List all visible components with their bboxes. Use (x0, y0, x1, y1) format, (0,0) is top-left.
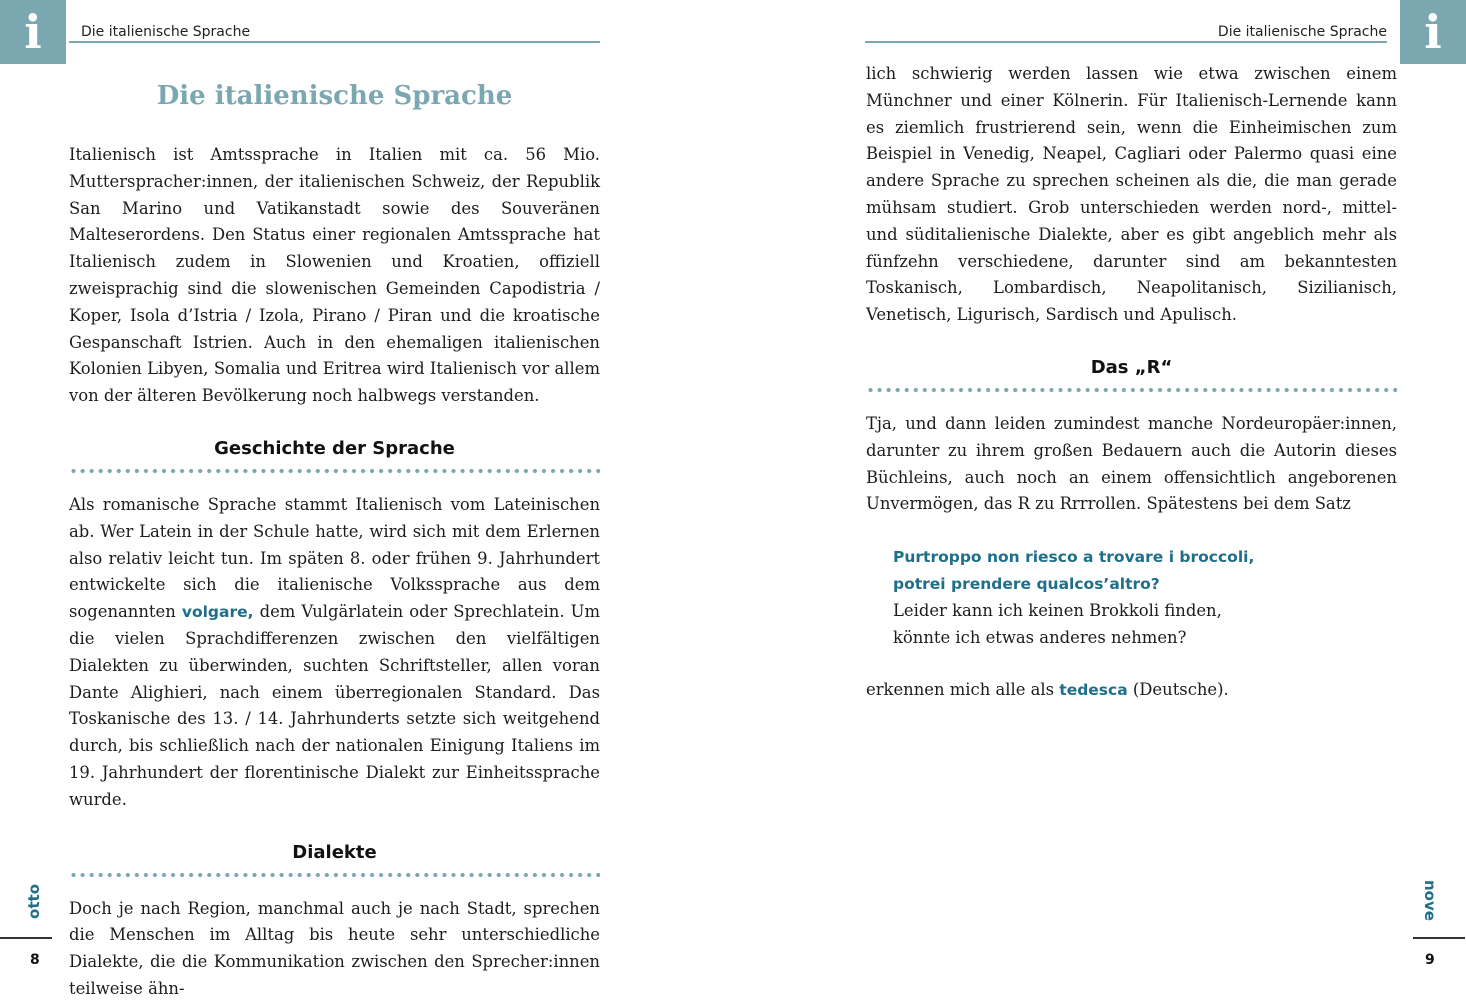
term-volgare: volgare, (181, 603, 254, 622)
info-icon: i (1400, 0, 1466, 64)
intro-paragraph: Italienisch ist Amtssprache in Italien mit ca. 56 Mio. Mutterspracher:innen, der italienischen Schweiz, der Republik San Marino und Vatikanstadt sowie des Souveränen Malteserordens. Den Status einer regionalen Amtssprache hat Italienisch zudem in Slowenien und Kroatien, offiziell zweisprachig sind die slowenischen Gemeinden Capodistria / Koper, Isola d’Istria / Izola, Pirano / Piran und die kroatische Gespanschaft Istrien. Auch in den ehemaligen italienischen Kolonien Libyen, Somalia und Eritrea wird Italienisch vor allem von der älteren Bevölkerung noch halbwegs verstanden. (69, 145, 600, 406)
quote-italian-line-1: Purtroppo non riesco a trovare i broccoli, (893, 548, 1255, 567)
right-page-content (866, 61, 1397, 704)
right-page (733, 0, 1466, 1000)
continued-paragraph: lich schwierig werden lassen wie etwa zwischen einem Münchner und einer Kölnerin. Für Italienisch-Lernende kann es ziemlich frustrierend sein, wenn die Einheimischen zum Beispiel in Venedig, Neapel, Cagliari oder Palermo quasi eine andere Sprache zu sprechen scheinen als die, die man gerade mühsam studiert. Grob unterschieden werden nord-, mittel- und süditalienische Dialekte, aber es gibt angeblich mehr als fünfzehn verschiedene, darunter sind am bekanntesten Toskanisch, Lombardisch, Neapolitanisch, Sizilianisch, Venetisch, Ligurisch, Sardisch und Apulisch. (866, 64, 1397, 325)
history-text-after: dem Vulgärlatein oder Sprechlatein. Um die vielen Sprachdifferenzen zwischen den vielfältigen Dialekten zu überwinden, suchten Schriftsteller, allen voran Dante Alighieri, nach einem überregionalen Standard. Das Toskanische des 13. / 14. Jahrhunderts setzte sich weitgehend durch, bis schließlich nach der nationalen Einigung Italiens im 19. Jahrhundert der florentinische Dialekt zur Einheitssprache wurde. (69, 602, 600, 809)
history-text-before: Als romanische Sprache stammt Italienisch vom Lateinischen ab. Wer Latein in der Schule hatte, wird sich mit dem Erlernen also relativ leicht tun. Im späten 8. oder frühen 9. Jahrhundert entwickelte sich die italienische Volkssprache aus dem sogenannten (69, 494, 600, 622)
closing-text-before: erkennen mich alle als (866, 680, 1060, 700)
term-tedesca: tedesca (1059, 681, 1128, 700)
running-head: Die italienische Sprache (69, 22, 600, 43)
r-paragraph: Tja, und dann leiden zumindest manche Nordeuropäer:innen, darunter zu ihrem großen Bedauern auch die Autorin dieses Büchleins, auch noch an einem offensichtlich angeborenen Unvermögen, das R zu Rrrrollen. Spätestens bei dem Satz (866, 413, 1397, 514)
footer-rule (0, 937, 52, 939)
chapter-title: Die italienische Sprache (156, 81, 513, 111)
closing-text-after: (Deutsche). (1127, 680, 1229, 700)
history-paragraph (69, 492, 600, 814)
example-quote (866, 544, 1397, 651)
running-head: Die italienische Sprache (865, 22, 1387, 43)
page-number: 8 (30, 952, 40, 968)
section-heading-r: Das „R“ (1090, 356, 1173, 378)
footer-rule (1413, 937, 1465, 939)
left-page (0, 0, 733, 1000)
page-word-label: nove (1421, 880, 1439, 921)
section-heading-history: Geschichte der Sprache (214, 437, 455, 459)
quote-german-line-2: könnte ich etwas anderes nehmen? (893, 627, 1187, 647)
section-heading-dialects: Dialekte (292, 841, 377, 863)
quote-german-line-1: Leider kann ich keinen Brokkoli finden, (893, 600, 1222, 620)
closing-paragraph (866, 677, 1397, 704)
quote-italian-line-2: potrei prendere qualcos’altro? (893, 574, 1160, 593)
page-word-label: otto (25, 884, 43, 919)
page-number: 9 (1425, 952, 1435, 968)
dialects-paragraph: Doch je nach Region, manchmal auch je nach Stadt, sprechen die Menschen im Alltag bis heute sehr unterschiedliche Dialekte, die die Kommunikation zwischen den Sprecher:innen teilweise ähn- (69, 898, 600, 998)
info-icon: i (0, 0, 66, 64)
left-page-content (69, 142, 600, 1003)
